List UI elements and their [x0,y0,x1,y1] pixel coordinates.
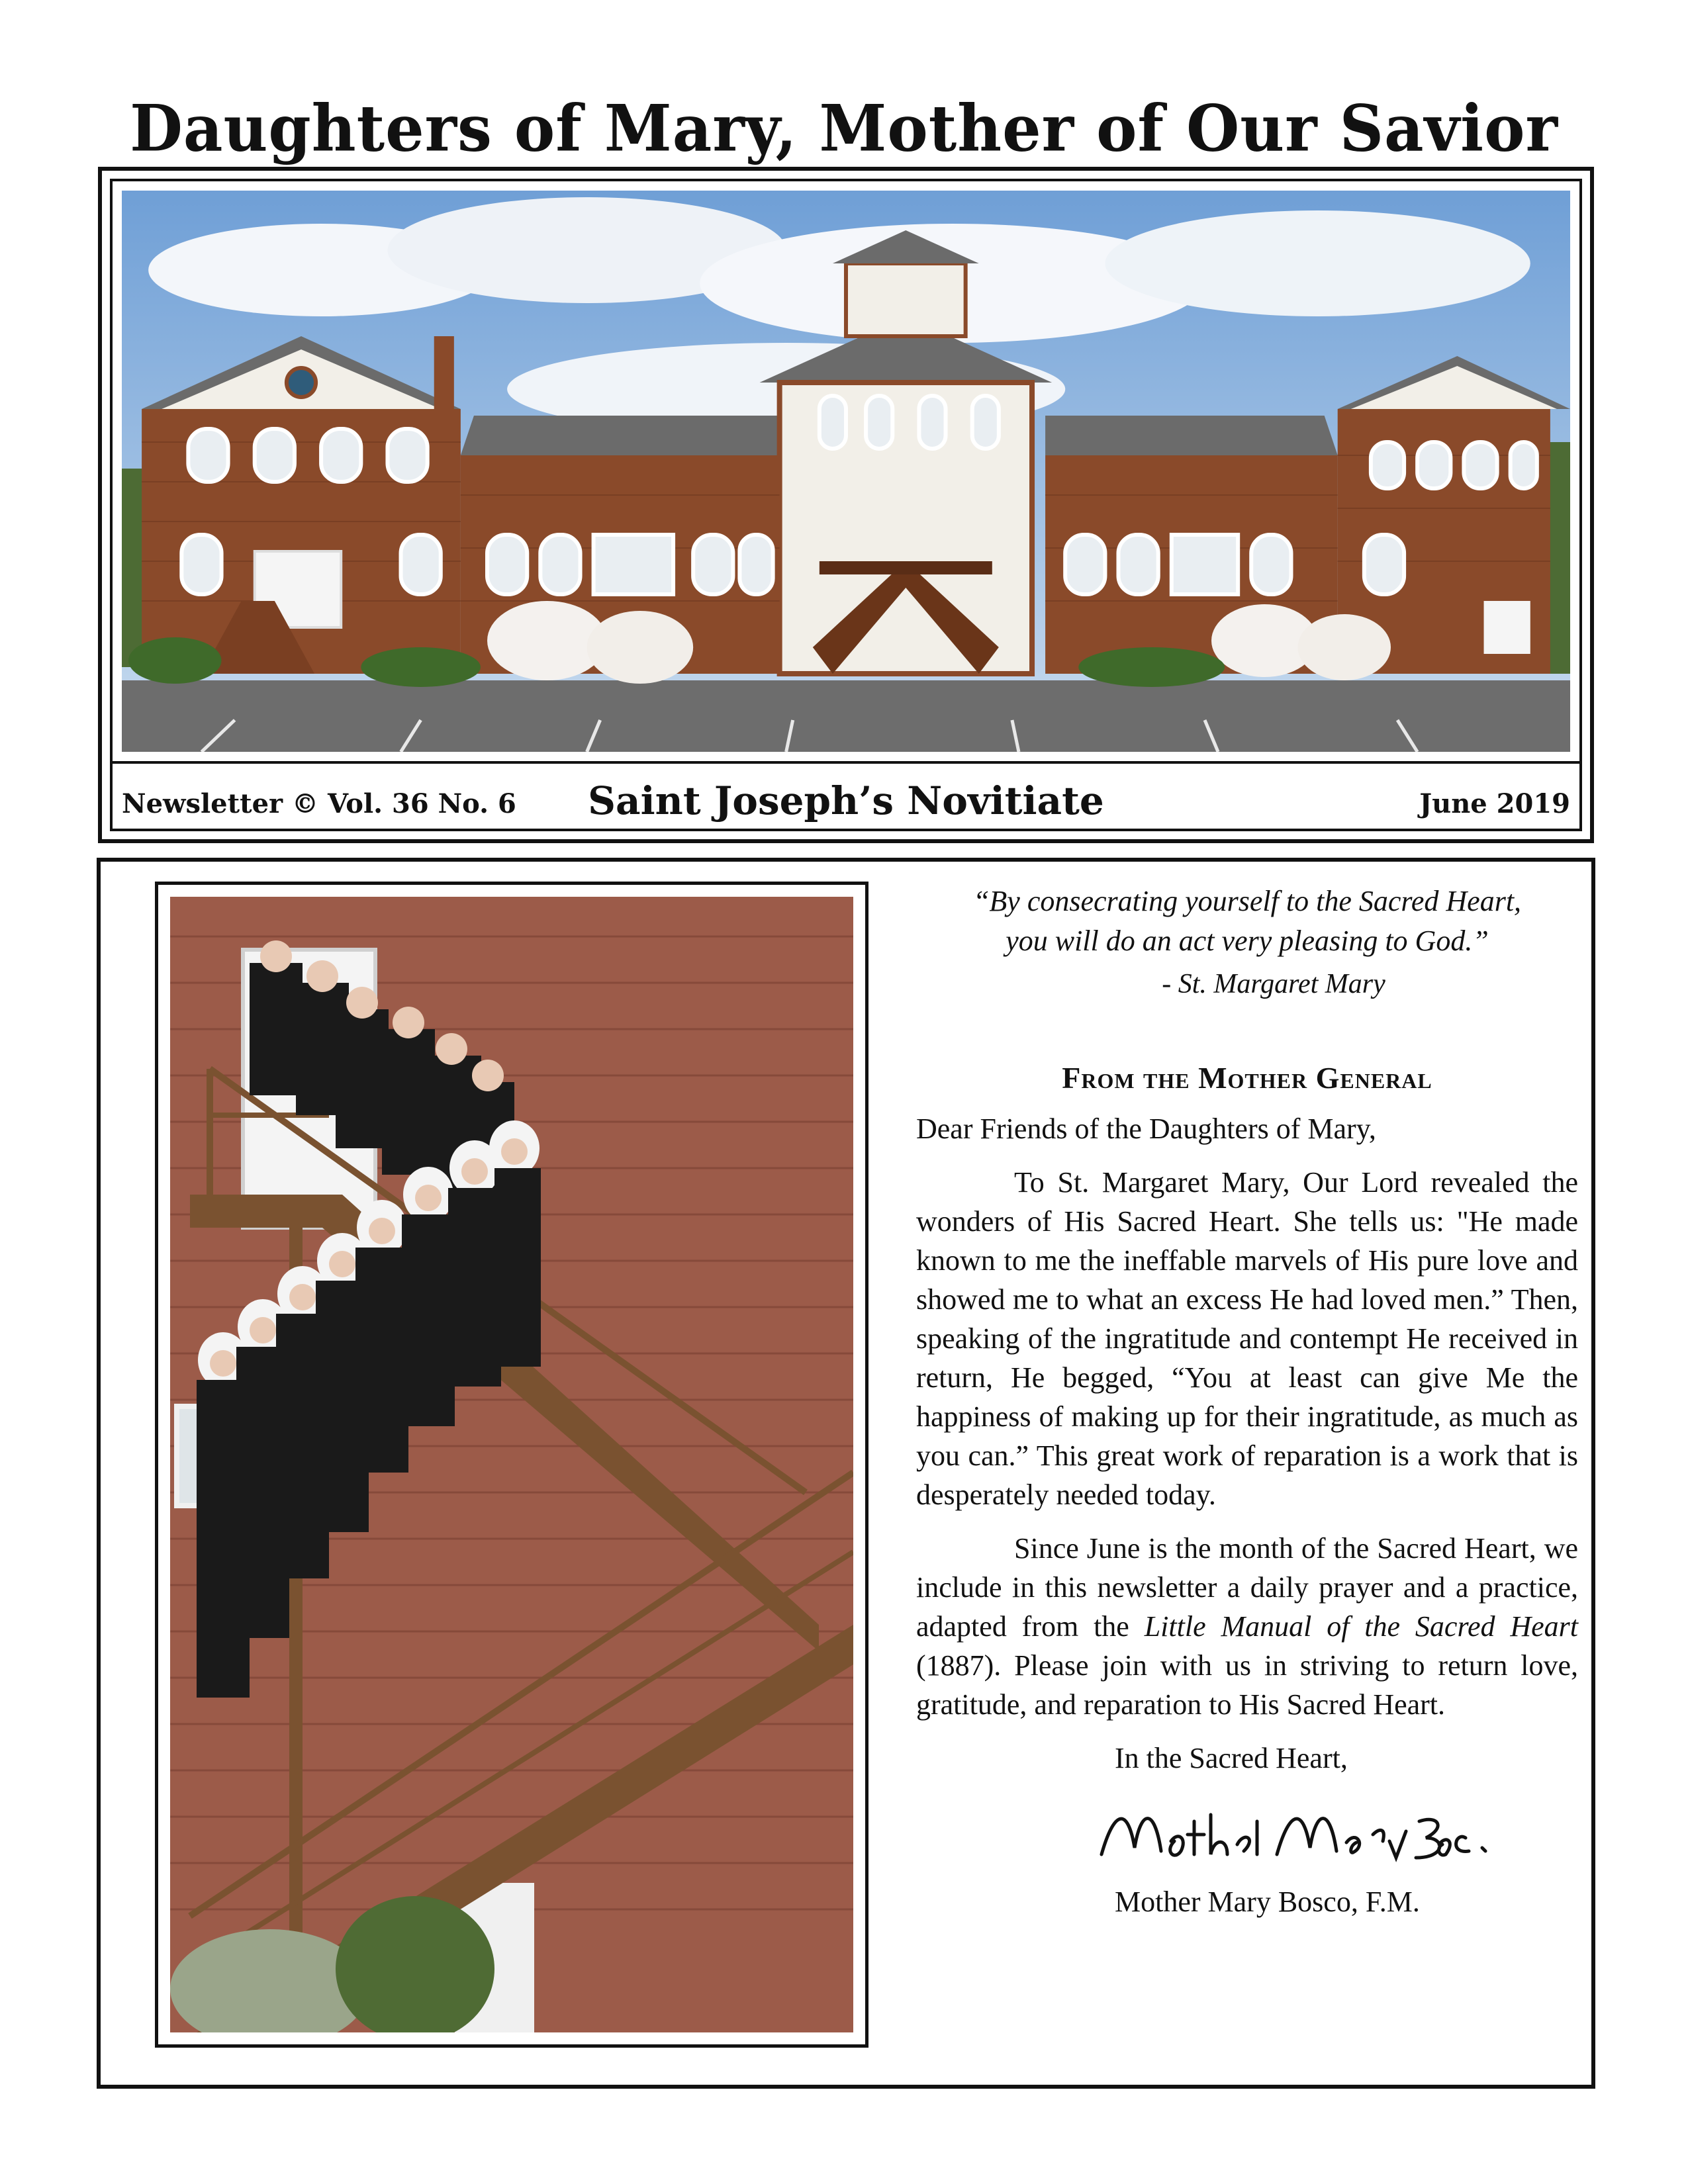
letter-salutation: Dear Friends of the Daughters of Mary, [916,1113,1376,1145]
group-photo-frame [155,882,868,2048]
issue-date: June 2019 [1419,788,1570,819]
signer-name: Mother Mary Bosco, F.M. [1115,1886,1420,1918]
letter-paragraph-1: To St. Margaret Mary, Our Lord revealed the wonders of His Sacred Heart. She tells us: "He made known to me the ineffable marvels of His pure love and showed me to what an excess He had loved men.” Then, speaking of the ingratitude and contempt He received in return, He begged, “You at least can give Me the happiness of making up for their ingratitude, as much as you can.” This great work of reparation is a work that is desperately needed today. [916,1166,1578,1511]
letter-paragraph-2 [916,1529,1578,1724]
novitiate-title: Saint Joseph’s Novitiate [588,778,1104,823]
newsletter-info-bar [122,770,1570,837]
handwritten-signature [916,1795,1578,1874]
convent-building-photo [122,191,1570,752]
header-divider [113,761,1579,764]
letter-column [916,882,1578,1921]
quote-attribution: - St. Margaret Mary [1162,969,1385,999]
quote-line-1: “By consecrating yourself to the Sacred Heart, [972,885,1522,917]
letter-closing: In the Sacred Heart, [1115,1742,1348,1774]
volume-label: Newsletter © Vol. 36 No. 6 [122,788,516,819]
book-title: Little Manual of the Sacred Heart [1144,1610,1578,1643]
header-frame [98,167,1594,843]
paragraph-2-end: (1887). Please join with us in striving to return love, gratitude, and reparation to His Sacred Heart. [916,1649,1578,1721]
paragraph-2-start: Since June is the month of the Sacred Heart, we include in this newsletter a daily prayer and a practice, adapted from the [916,1532,1578,1643]
header-inner-border [110,179,1582,831]
masthead-title: Daughters of Mary, Mother of Our Savior [130,91,1558,166]
quote-line-2: you will do an act very pleasing to God.” [1006,925,1489,957]
main-content-frame [97,858,1595,2089]
sisters-on-staircase-photo [170,897,853,2032]
section-heading: From the Mother General [1062,1061,1432,1095]
